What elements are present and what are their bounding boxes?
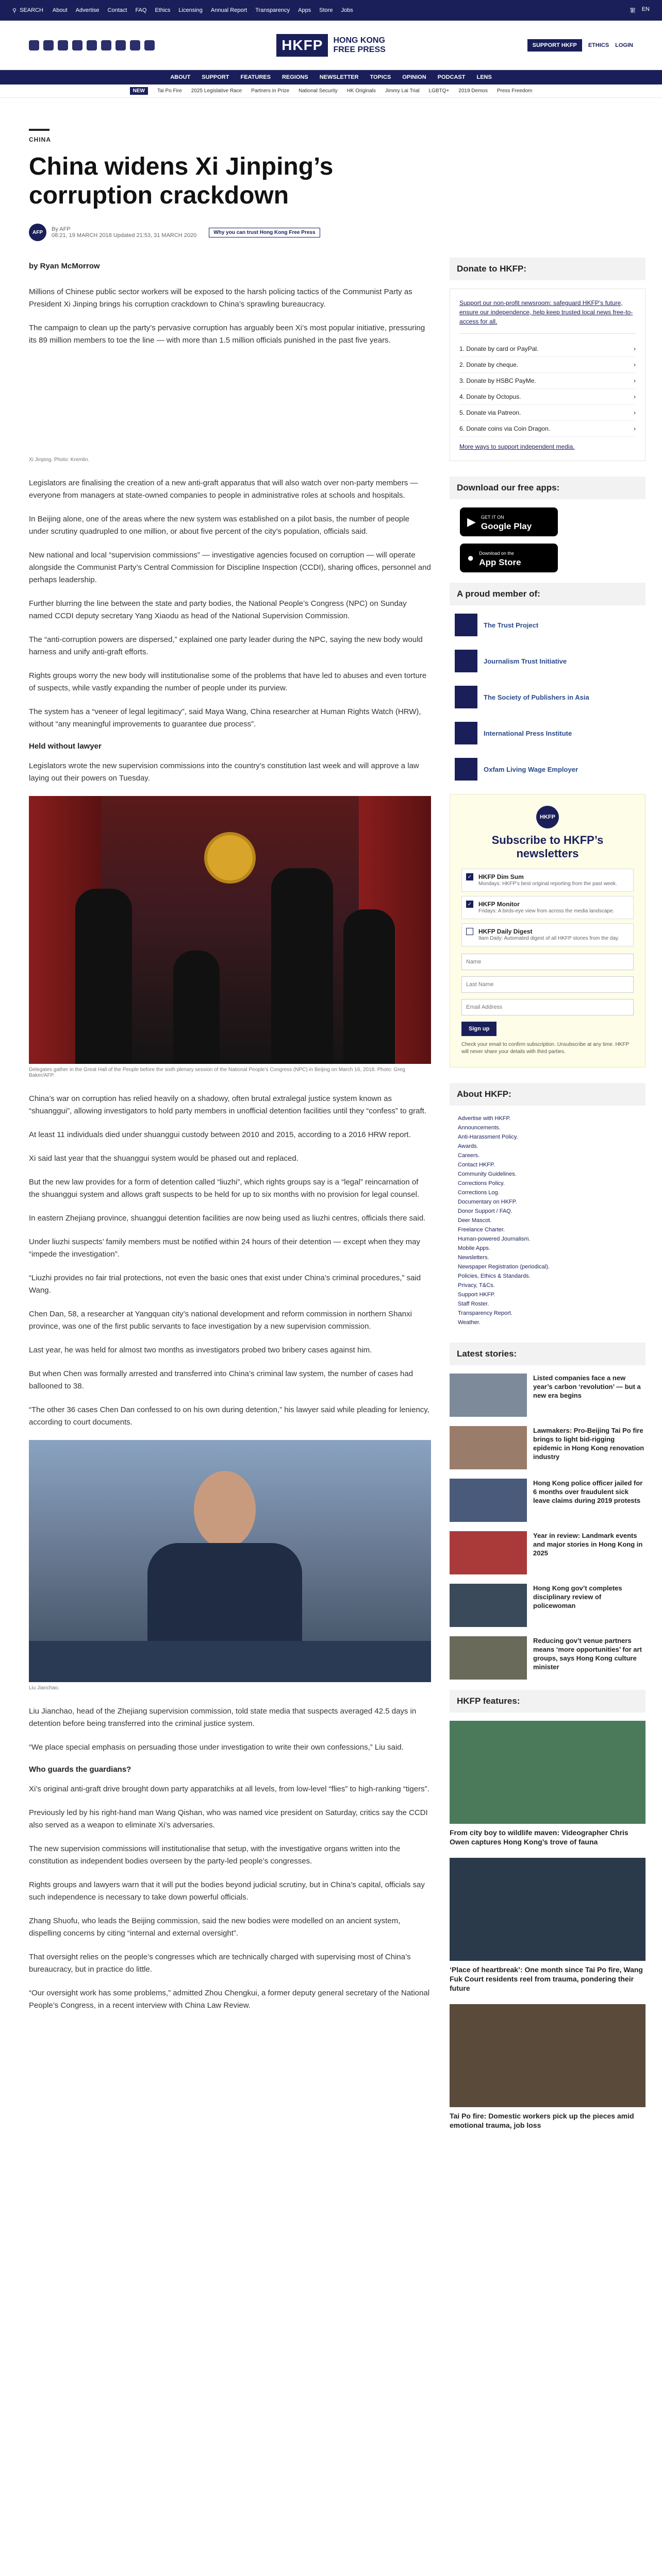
logo-mark: HKFP bbox=[276, 34, 328, 57]
paragraph: China’s war on corruption has relied heavily on a shadowy, often brutal extralegal justice system known as “shuanggui”, allowing investigators to hold party members in unofficial detention facilities until they “confess” to graft. bbox=[29, 1094, 426, 1115]
main-nav bbox=[0, 70, 662, 84]
feature-thumbnail bbox=[450, 2004, 646, 2107]
newsletter-option[interactable]: ✓ HKFP Dim Sum Mondays: HKFP’s best original reporting from the past week. bbox=[461, 869, 634, 892]
support-hkfp-button[interactable]: SUPPORT HKFP bbox=[527, 39, 582, 52]
about-link[interactable]: Community Guidelines. bbox=[458, 1171, 517, 1177]
checkbox[interactable]: ✓ bbox=[466, 873, 473, 880]
npc-photo bbox=[29, 796, 431, 1064]
logo-line1: HONG KONG bbox=[333, 36, 385, 45]
paragraph: But the new law provides for a form of detention called “liuzhi”, which rights groups say is a “legal” reincarnation of the shuanggui system and allows graft suspects to be held for up to six months with no provision for legal counsel. bbox=[29, 1178, 420, 1199]
jti-logo bbox=[455, 650, 477, 672]
byline-author[interactable]: By AFP bbox=[52, 226, 71, 232]
latest-story[interactable]: Listed companies face a new year’s carbon ‘revolution’ — but a new era begins bbox=[450, 1374, 646, 1417]
social-links bbox=[29, 40, 173, 50]
paragraph: In eastern Zhejiang province, shuanggui detention facilities are now being used as liuzhi centres, officials there said. bbox=[29, 1214, 426, 1223]
trust-link[interactable]: Why you can trust Hong Kong Free Press bbox=[209, 228, 320, 238]
donate-heading: Donate to HKFP: bbox=[450, 258, 646, 280]
ipi-logo bbox=[455, 722, 477, 744]
donate-option[interactable]: 4. Donate by Octopus. › bbox=[459, 389, 636, 405]
paragraph: Zhang Shuofu, who leads the Beijing commission, said the new bodies were modelled on an ancient system, dispelling concerns by citing “internal and external oversight”. bbox=[29, 1917, 401, 1938]
article-category[interactable]: CHINA bbox=[29, 136, 51, 143]
search-button[interactable] bbox=[12, 7, 43, 14]
donate-box bbox=[450, 289, 646, 461]
newsletter-option[interactable]: ✓ HKFP Monitor Fridays: A birds-eye view from across the media landscape. bbox=[461, 896, 634, 919]
trending-bar bbox=[0, 84, 662, 98]
nav-about[interactable]: ABOUT bbox=[170, 74, 191, 80]
latest-story[interactable]: Reducing gov’t venue partners means ‘more opportunities’ for art groups, says Hong Kong culture minister bbox=[450, 1636, 646, 1680]
about-heading: About HKFP: bbox=[450, 1083, 646, 1106]
trending-link[interactable]: HK Originals bbox=[346, 88, 376, 94]
chevron-right-icon: › bbox=[634, 409, 636, 416]
top-links bbox=[53, 7, 353, 13]
paragraph: Previously led by his right-hand man Wang Qishan, who was named vice president on Saturday, critics say the CCDI also served as a weapon to eliminate Xi’s adversaries. bbox=[29, 1808, 428, 1829]
about-link[interactable]: Staff Roster. bbox=[458, 1301, 489, 1307]
category-rule bbox=[29, 129, 49, 131]
paragraph: Millions of Chinese public sector workers will be exposed to the harsh policing tactics of the Communist Party as President Xi Jinping brings his corruption crackdown to China’s sprawling bureaucracy. bbox=[29, 287, 412, 309]
member-oxfam[interactable]: Oxfam Living Wage Employer bbox=[455, 758, 646, 781]
trust-project-logo bbox=[455, 614, 477, 636]
paragraph: Xi said last year that the shuanggui system would be phased out and replaced. bbox=[29, 1154, 299, 1163]
about-link[interactable]: Awards. bbox=[458, 1143, 478, 1149]
story-thumbnail bbox=[450, 1374, 527, 1417]
about-link[interactable]: Mobile Apps. bbox=[458, 1245, 490, 1251]
paragraph: Chen Dan, 58, a researcher at Yangquan city’s national development and reform commission in northern Shanxi province, was one of the first public servants to face investigation by a new supervision commission. bbox=[29, 1310, 412, 1331]
donate-option[interactable]: 3. Donate by HSBC PayMe. › bbox=[459, 373, 636, 389]
story-thumbnail bbox=[450, 1636, 527, 1680]
about-link[interactable]: Corrections Policy. bbox=[458, 1180, 505, 1187]
donate-option[interactable]: 5. Donate via Patreon. › bbox=[459, 405, 636, 421]
paragraph: “We place special emphasis on persuading those under investigation to write their own confessions,” Liu said. bbox=[29, 1743, 404, 1752]
last-name-field[interactable] bbox=[461, 976, 634, 993]
language-switch bbox=[630, 6, 650, 14]
image-caption: Delegates gather in the Great Hall of the People before the sixth plenary session of the National People’s Congress (NPC) in Beijing on March 16, 2018. Photo: Greg Baker/AFP. bbox=[29, 1067, 405, 1078]
about-link[interactable]: Freelance Charter. bbox=[458, 1227, 505, 1233]
paragraph: Last year, he was held for almost two months as investigators probed two bribery cases against him. bbox=[29, 1346, 372, 1354]
about-link[interactable]: Advertise with HKFP. bbox=[458, 1115, 511, 1122]
checkbox[interactable] bbox=[466, 928, 473, 935]
top-link-about[interactable]: About bbox=[52, 7, 68, 13]
paragraph: New national and local “supervision commissions” — investigative agencies focused on corruption — will operate alongside the Communist Party’s Central Commission for Discipline Inspection (CCDI), sharing offices, personnel and perhaps leadership. bbox=[29, 551, 431, 584]
top-link-advertise[interactable]: Advertise bbox=[75, 7, 100, 13]
feature-thumbnail bbox=[450, 1858, 646, 1961]
checkbox[interactable]: ✓ bbox=[466, 901, 473, 908]
search-icon: ⚲ bbox=[12, 7, 17, 14]
ethics-link[interactable]: ETHICS bbox=[588, 42, 609, 48]
trending-link[interactable]: Press Freedom bbox=[496, 88, 533, 94]
member-trust-project[interactable]: The Trust Project bbox=[455, 614, 646, 636]
paragraph: The new supervision commissions will institutionalise that setup, with the investigative organs written into the constitution as independent bodies overseen by the party-led people’s congresses. bbox=[29, 1844, 401, 1866]
byline-text bbox=[52, 226, 196, 239]
paragraph: “Liuzhi provides no fair trial protections, not even the basic ones that exist under China’s criminal procedures,” said Wang. bbox=[29, 1274, 421, 1295]
chevron-right-icon: › bbox=[634, 345, 636, 352]
top-link-annual-report[interactable]: Annual Report bbox=[210, 7, 247, 13]
chevron-right-icon: › bbox=[634, 393, 636, 400]
signup-button[interactable]: Sign up bbox=[461, 1022, 496, 1036]
latest-story[interactable]: Lawmakers: Pro-Beijing Tai Po fire brings to light bid-rigging epidemic in Hong Kong renovation industry bbox=[450, 1426, 646, 1469]
nav-newsletter[interactable]: NEWSLETTER bbox=[319, 74, 359, 80]
paragraph: The system has a “veneer of legal legitimacy”, said Maya Wang, China researcher at Human Rights Watch (HRW), without “any meaningful improvements to guarantee due process”. bbox=[29, 707, 421, 728]
features-heading: HKFP features: bbox=[450, 1690, 646, 1713]
trending-link[interactable]: 2019 Demos bbox=[458, 88, 488, 94]
donate-list bbox=[459, 341, 636, 437]
trending-link[interactable]: Jimmy Lai Trial bbox=[385, 88, 420, 94]
member-ipi[interactable]: International Press Institute bbox=[455, 722, 646, 744]
about-list bbox=[458, 1114, 646, 1327]
paragraph: Xi’s original anti-graft drive brought down party apparatchiks at all levels, from low-level “flies” to high-ranking “tigers”. bbox=[29, 1785, 429, 1793]
nav-features[interactable]: FEATURES bbox=[240, 74, 271, 80]
paragraph: The campaign to clean up the party’s pervasive corruption has arguably been Xi’s most popular initiative, pressuring its 89 million members to toe the line — with more than 1.5 million officials punished in the past five years. bbox=[29, 324, 425, 345]
feature-story[interactable]: Tai Po fire: Domestic workers pick up the pieces amid emotional trauma, job loss bbox=[450, 2004, 646, 2130]
section-heading: Who guards the guardians? bbox=[29, 1765, 131, 1774]
bluesky-icon[interactable] bbox=[87, 40, 97, 50]
page-body bbox=[0, 98, 662, 2141]
latest-story[interactable]: Year in review: Landmark events and major stories in Hong Kong in 2025 bbox=[450, 1531, 646, 1574]
search-label: SEARCH bbox=[20, 7, 43, 13]
top-bar bbox=[0, 0, 662, 21]
story-thumbnail bbox=[450, 1584, 527, 1627]
trending-link[interactable]: National Security bbox=[299, 88, 338, 94]
donate-option[interactable]: 1. Donate by card or PayPal. › bbox=[459, 341, 636, 357]
lang-zh[interactable]: 繁 bbox=[630, 8, 636, 14]
oxfam-logo bbox=[455, 758, 477, 781]
nav-opinion[interactable]: OPINION bbox=[402, 74, 426, 80]
trending-link[interactable]: LGBTQ+ bbox=[428, 88, 450, 94]
new-badge: NEW bbox=[130, 87, 148, 95]
donate-more-link[interactable]: More ways to support independent media. bbox=[459, 443, 575, 450]
newsletter-title: Subscribe to HKFP’s newsletters bbox=[491, 834, 604, 860]
about-link[interactable]: Corrections Log. bbox=[458, 1190, 500, 1196]
story-thumbnail bbox=[450, 1531, 527, 1574]
feature-thumbnail bbox=[450, 1721, 646, 1824]
paragraph: Legislators are finalising the creation of a new anti-graft apparatus that will also watch over non-party members — everyone from managers at state-owned companies to people in administrative roles at schools and hospitals. bbox=[29, 479, 418, 500]
about-link[interactable]: Donor Support / FAQ. bbox=[458, 1208, 512, 1214]
section-heading: Held without lawyer bbox=[29, 742, 102, 751]
about-link[interactable]: Support HKFP. bbox=[458, 1292, 495, 1298]
image-placeholder bbox=[29, 358, 431, 461]
telegram-icon[interactable] bbox=[130, 40, 140, 50]
newsletter-box bbox=[450, 794, 646, 1067]
liu-jianchao-photo bbox=[29, 1440, 431, 1682]
about-link[interactable]: Anti-Harassment Policy. bbox=[458, 1134, 518, 1140]
logo-text bbox=[333, 36, 385, 55]
chevron-right-icon: › bbox=[634, 377, 636, 384]
chevron-right-icon: › bbox=[634, 361, 636, 368]
member-heading: A proud member of: bbox=[450, 583, 646, 605]
paragraph: But when Chen was formally arrested and transferred into China’s criminal law system, the number of cases had ballooned to 38. bbox=[29, 1369, 413, 1391]
newsletter-fine-print: Check your email to confirm subscription. Unsubscribe at any time. HKFP will never share your details with third parties. bbox=[461, 1042, 629, 1055]
site-header bbox=[0, 21, 662, 70]
about-link[interactable]: Documentary on HKFP. bbox=[458, 1199, 517, 1205]
email-field[interactable] bbox=[461, 999, 634, 1015]
threads-icon[interactable] bbox=[72, 40, 82, 50]
top-link-apps[interactable]: Apps bbox=[298, 7, 311, 13]
trending-link[interactable]: Tai Po Fire bbox=[157, 88, 182, 94]
latest-story[interactable]: Hong Kong police officer jailed for 6 months over fraudulent sick leave claims during 2019 protests bbox=[450, 1479, 646, 1522]
instagram-icon[interactable] bbox=[58, 40, 68, 50]
latest-story[interactable]: Hong Kong gov’t completes disciplinary review of policewoman bbox=[450, 1584, 646, 1627]
lang-en[interactable]: EN bbox=[641, 6, 650, 12]
top-link-ethics[interactable]: Ethics bbox=[155, 7, 171, 13]
play-store-icon: ▶ bbox=[467, 515, 476, 528]
article-title: China widens Xi Jinping’s corruption crackdown bbox=[29, 153, 334, 209]
sopa-logo bbox=[455, 686, 477, 708]
about-link[interactable]: Careers. bbox=[458, 1153, 480, 1159]
top-link-contact[interactable]: Contact bbox=[107, 7, 127, 13]
member-sopa[interactable]: The Society of Publishers in Asia bbox=[455, 686, 646, 708]
latest-heading: Latest stories: bbox=[450, 1343, 646, 1365]
paragraph: That oversight relies on the people’s congresses which are technically charged with supervising most of China’s bureaucracy, but in practice do little. bbox=[29, 1953, 411, 1974]
about-link[interactable]: Privacy, T&Cs. bbox=[458, 1282, 495, 1289]
story-thumbnail bbox=[450, 1479, 527, 1522]
paragraph: Legislators wrote the new supervision commissions into the country’s constitution last week and will approve a law laying out their powers on Tuesday. bbox=[29, 761, 419, 783]
login-link[interactable]: LOGIN bbox=[615, 42, 633, 48]
paragraph: “Our oversight work has some problems,” admitted Zhou Chengkui, a former deputy general secretary of the National People’s Congress, in a recent interview with China Law Review. bbox=[29, 1989, 430, 2010]
about-link[interactable]: Policies, Ethics & Standards. bbox=[458, 1273, 531, 1279]
nav-podcast[interactable]: PODCAST bbox=[437, 74, 466, 80]
top-link-faq[interactable]: FAQ bbox=[135, 7, 147, 13]
paragraph: Under liuzhi suspects’ family members must be notified within 24 hours of their detention — except when they may “impede the investigation”. bbox=[29, 1238, 420, 1259]
about-link[interactable]: Transparency Report. bbox=[458, 1310, 512, 1316]
app-store-button[interactable]: ● Download on the App Store bbox=[460, 544, 558, 572]
nav-support[interactable]: SUPPORT bbox=[202, 74, 229, 80]
nav-lens[interactable]: LENS bbox=[476, 74, 492, 80]
paragraph: Liu Jianchao, head of the Zhejiang supervision commission, told state media that suspects averaged 42.5 days in detention before being transferred into the criminal justice system. bbox=[29, 1707, 417, 1728]
paragraph: Rights groups and lawyers warn that it will put the bodies beyond judicial scrutiny, but in China’s capital, officials say such independence is necessary to take down powerful officials. bbox=[29, 1880, 425, 1902]
facebook-icon[interactable] bbox=[43, 40, 54, 50]
top-link-transparency[interactable]: Transparency bbox=[255, 7, 290, 13]
rss-icon[interactable] bbox=[144, 40, 155, 50]
top-link-jobs[interactable]: Jobs bbox=[341, 7, 353, 13]
top-link-licensing[interactable]: Licensing bbox=[178, 7, 203, 13]
top-link-store[interactable]: Store bbox=[319, 7, 333, 13]
member-jti[interactable]: Journalism Trust Initiative bbox=[455, 650, 646, 672]
donate-option[interactable]: 2. Donate by cheque. › bbox=[459, 357, 636, 373]
nav-topics[interactable]: TOPICS bbox=[370, 74, 391, 80]
article-author: by Ryan McMorrow bbox=[29, 262, 100, 270]
header-actions bbox=[489, 39, 633, 52]
donate-intro[interactable]: Support our non-profit newsroom: safeguard HKFP’s future, ensure our independence, help keep trusted local news free-to-access for all. bbox=[459, 299, 633, 325]
sidebar bbox=[450, 98, 646, 2141]
image-caption: Xi Jinping. Photo: Kremlin. bbox=[29, 457, 90, 463]
paragraph: The “anti-corruption powers are dispersed,” explained one party leader during the NPC, saying the new body would harness and unify anti-graft efforts. bbox=[29, 635, 423, 656]
feature-story[interactable]: ‘Place of heartbreak’: One month since Tai Po fire, Wang Fuk Court residents reel from trauma, pondering their future bbox=[450, 1858, 646, 1993]
twitter-icon[interactable] bbox=[29, 40, 39, 50]
about-link[interactable]: Newspaper Registration (periodical). bbox=[458, 1264, 550, 1270]
trending-link[interactable]: 2025 Legislative Race bbox=[191, 88, 242, 94]
name-field[interactable] bbox=[461, 954, 634, 970]
paragraph: Further blurring the line between the state and party bodies, the National People’s Congress (NPC) on Sunday named CCDI deputy secretary Yang Xiaodu as head of the National Supervision Commission. bbox=[29, 599, 407, 620]
email-icon[interactable] bbox=[115, 40, 126, 50]
about-link[interactable]: Contact HKFP. bbox=[458, 1162, 495, 1168]
trending-link[interactable]: Partners in Prize bbox=[251, 88, 290, 94]
apps-heading: Download our free apps: bbox=[450, 477, 646, 499]
national-emblem bbox=[204, 832, 256, 884]
paragraph: “The other 36 cases Chen Dan confessed to on his own during detention,” his lawyer said while pleading for leniency, according to court documents. bbox=[29, 1405, 429, 1427]
about-link[interactable]: Newsletters. bbox=[458, 1255, 489, 1261]
article bbox=[29, 98, 431, 2141]
byline bbox=[29, 224, 431, 241]
story-thumbnail bbox=[450, 1426, 527, 1469]
logo-line2: FREE PRESS bbox=[333, 45, 386, 54]
image-caption: Liu Jianchao. bbox=[29, 1685, 59, 1691]
paragraph: In Beijing alone, one of the areas where the new system was established on a pilot basis, the number of people under scrutiny quadrupled to one million, or about five percent of the city’s population, officials said. bbox=[29, 515, 409, 536]
paragraph: Rights groups worry the new body will institutionalise some of the problems that have led to abuses and even torture of suspects, while vastly expanding the number of people under its purview. bbox=[29, 671, 427, 692]
feature-story[interactable]: From city boy to wildlife maven: Videographer Chris Owen captures Hong Kong’s trove of fauna bbox=[450, 1721, 646, 1846]
byline-dates: 08:21, 19 MARCH 2018 Updated 21:53, 31 MARCH 2020 bbox=[52, 232, 197, 239]
about-link[interactable]: Deer Mascot. bbox=[458, 1217, 492, 1224]
google-play-button[interactable]: ▶ GET IT ON Google Play bbox=[460, 507, 558, 536]
newsletter-badge: HKFP bbox=[536, 806, 559, 828]
youtube-icon[interactable] bbox=[101, 40, 111, 50]
site-logo[interactable] bbox=[276, 34, 386, 57]
about-link[interactable]: Weather. bbox=[458, 1319, 481, 1326]
chevron-right-icon: › bbox=[634, 425, 636, 432]
about-link[interactable]: Human-powered Journalism. bbox=[458, 1236, 531, 1242]
donate-option[interactable]: 6. Donate coins via Coin Dragon. › bbox=[459, 421, 636, 437]
apple-icon: ● bbox=[467, 551, 474, 564]
about-link[interactable]: Announcements. bbox=[458, 1125, 501, 1131]
author-avatar: AFP bbox=[29, 224, 46, 241]
paragraph: At least 11 individuals died under shuanggui custody between 2010 and 2015, according to a 2016 HRW report. bbox=[29, 1130, 411, 1139]
nav-regions[interactable]: REGIONS bbox=[282, 74, 308, 80]
newsletter-option[interactable]: HKFP Daily Digest 9am Daily: Automated digest of all HKFP stories from the day. bbox=[461, 923, 634, 946]
